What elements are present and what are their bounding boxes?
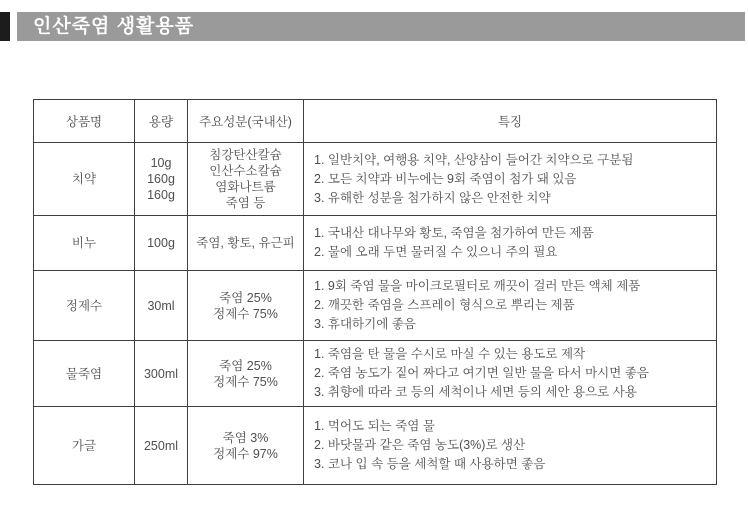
column-header-0: 상품명 <box>34 100 135 143</box>
volume-cell <box>135 271 188 341</box>
features-cell-line: 3. 코나 입 속 등을 세척할 때 사용하면 좋음 <box>314 457 546 471</box>
page-title: 인산죽염 생활용품 <box>33 16 195 37</box>
features-cell-line: 2. 죽염 농도가 짙어 짜다고 여기면 일반 물을 타서 마시면 좋음 <box>314 366 649 380</box>
features-cell <box>304 271 717 341</box>
title-strip <box>17 12 745 41</box>
product-name-cell-line: 치약 <box>71 172 97 186</box>
ingredients-cell <box>188 341 304 407</box>
header-row <box>34 100 717 143</box>
features-cell-line: 3. 유해한 성분을 첨가하지 않은 안전한 치약 <box>314 190 551 205</box>
ingredients-cell-line: 죽염 25% <box>219 358 272 373</box>
ingredients-cell-line: 죽염 3% <box>222 430 269 445</box>
volume-cell <box>135 143 188 216</box>
product-name-cell <box>34 341 135 407</box>
product-name-cell-line: 물죽염 <box>65 366 103 381</box>
ingredients-cell <box>188 216 304 271</box>
ingredients-cell-line: 정제수 75% <box>213 306 278 321</box>
title-bar <box>0 12 748 41</box>
product-name-cell-line: 비누 <box>71 236 97 250</box>
volume-cell-line: 160g <box>147 172 175 186</box>
ingredients-cell-line: 정제수 97% <box>213 446 278 461</box>
product-name-cell-line: 정제수 <box>65 298 103 313</box>
title-accent-square <box>0 12 10 41</box>
ingredients-cell-line: 죽염 등 <box>225 196 266 210</box>
features-cell-line: 1. 9회 죽염 물을 마이크로필터로 깨끗이 걸러 만든 액체 제품 <box>314 279 641 293</box>
ingredients-cell-line: 침강탄산칼슘 <box>209 148 282 162</box>
volume-cell-line: 250ml <box>143 438 179 453</box>
volume-cell <box>135 407 188 485</box>
product-name-cell <box>34 407 135 485</box>
features-cell <box>304 216 717 271</box>
product-table <box>33 99 717 485</box>
ingredients-cell-line: 정제수 75% <box>213 374 278 389</box>
volume-cell-line: 100g <box>147 236 175 250</box>
volume-cell-line: 30ml <box>147 298 175 313</box>
volume-cell <box>135 216 188 271</box>
volume-cell-line: 10g <box>150 156 172 170</box>
features-cell-line: 2. 모든 치약과 비누에는 9회 죽염이 첨가 돼 있음 <box>314 171 577 186</box>
features-cell <box>304 143 717 216</box>
features-cell-line: 1. 국내산 대나무와 황토, 죽염을 첨가하여 만든 제품 <box>314 226 594 240</box>
features-cell <box>304 341 717 407</box>
product-name-cell-line: 가글 <box>71 438 97 453</box>
table-row <box>34 341 717 407</box>
features-cell-line: 1. 죽염을 탄 물을 수시로 마실 수 있는 용도로 제작 <box>314 347 586 361</box>
column-header-2: 주요성분(국내산) <box>188 100 304 143</box>
volume-cell-line: 300ml <box>143 366 179 381</box>
ingredients-cell-line: 염화나트륨 <box>215 180 276 194</box>
column-header-3: 특징 <box>304 100 717 143</box>
features-cell-line: 1. 일반치약, 여행용 치약, 산양삼이 들어간 치약으로 구분됨 <box>314 152 634 167</box>
column-header-1: 용량 <box>135 100 188 143</box>
product-name-cell <box>34 216 135 271</box>
ingredients-cell-line: 죽염, 황토, 유근피 <box>196 236 295 250</box>
features-cell-line: 2. 깨끗한 죽염을 스프레이 형식으로 뿌리는 제품 <box>314 298 575 312</box>
features-cell-line: 2. 물에 오래 두면 물러질 수 있으니 주의 필요 <box>314 245 558 259</box>
volume-cell <box>135 341 188 407</box>
features-cell <box>304 407 717 485</box>
volume-cell-line: 160g <box>147 188 175 202</box>
table-row <box>34 216 717 271</box>
table-row <box>34 271 717 341</box>
product-name-cell <box>34 143 135 216</box>
table-row <box>34 143 717 216</box>
features-cell-line: 3. 취향에 따라 코 등의 세척이나 세면 등의 세안 용으로 사용 <box>314 385 637 399</box>
product-table-wrap <box>33 99 717 485</box>
ingredients-cell-line: 죽염 25% <box>219 290 272 305</box>
ingredients-cell-line: 인산수소칼슘 <box>209 164 282 178</box>
features-cell-line: 1. 먹어도 되는 죽염 물 <box>314 419 435 433</box>
ingredients-cell <box>188 407 304 485</box>
product-name-cell <box>34 271 135 341</box>
features-cell-line: 3. 휴대하기에 좋음 <box>314 317 416 331</box>
features-cell-line: 2. 바닷물과 같은 죽염 농도(3%)로 생산 <box>314 438 526 452</box>
ingredients-cell <box>188 143 304 216</box>
ingredients-cell <box>188 271 304 341</box>
table-row <box>34 407 717 485</box>
